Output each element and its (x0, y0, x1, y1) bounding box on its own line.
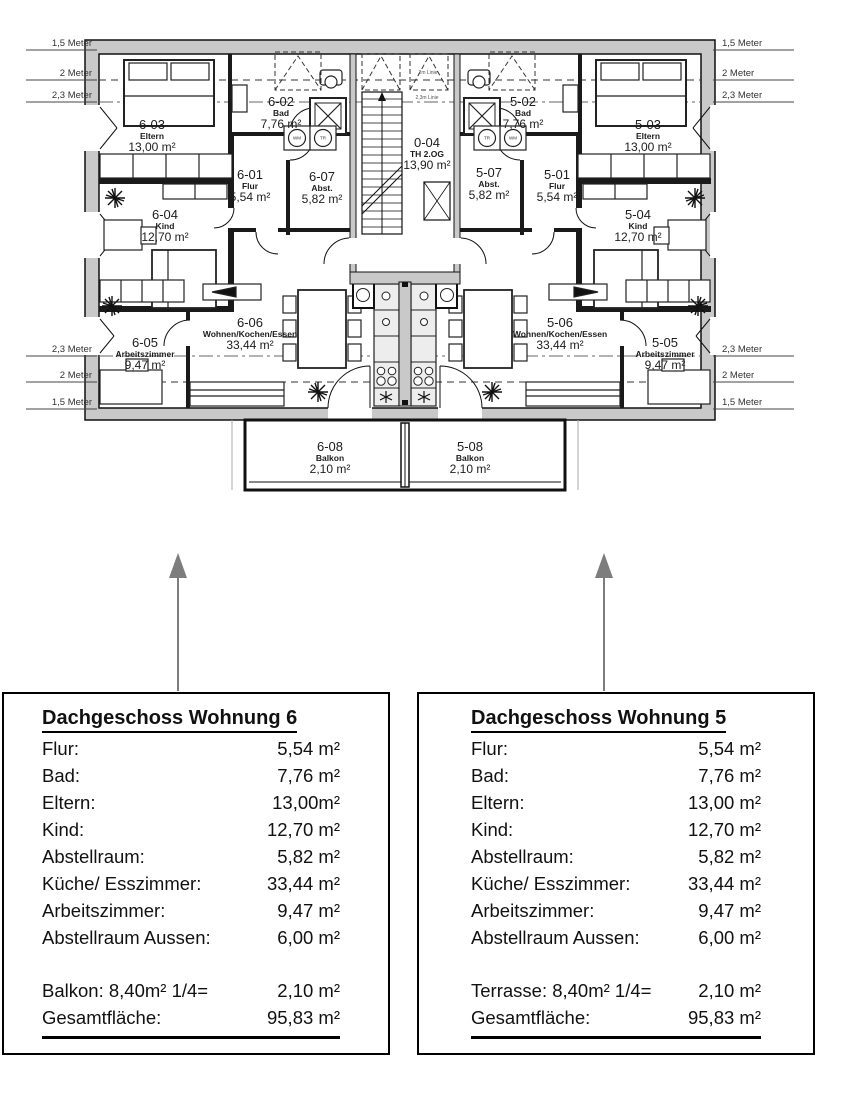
room-label-6-03: 6-03 Eltern 13,00 m² (128, 117, 176, 155)
meter-label-right-top-3: 2,3 Meter (722, 90, 763, 101)
table-row: Eltern: 13,00m² (42, 792, 340, 813)
table-row: Eltern: 13,00 m² (471, 792, 761, 813)
table-row: Arbeitszimmer: 9,47 m² (42, 900, 340, 921)
room-label-5-08: 5-08 Balkon 2,10 m² (449, 439, 491, 477)
table-row: Abstellraum Aussen: 6,00 m² (42, 927, 340, 948)
table-row: Arbeitszimmer: 9,47 m² (471, 900, 761, 921)
floor-plan-drawing (0, 0, 848, 540)
meter-label-left-top-1: 1,5 Meter (51, 38, 92, 49)
table-row: Flur: 5,54 m² (42, 738, 340, 759)
table-row-total: Gesamtfläche: 95,83 m² (42, 1007, 340, 1039)
table-row-terrasse: Terrasse: 8,40m² 1/4= 2,10 m² (471, 980, 761, 1001)
table-row: Küche/ Esszimmer: 33,44 m² (42, 873, 340, 894)
meter-label-left-bottom-2: 2 Meter (59, 370, 92, 381)
table-title: Dachgeschoss Wohnung 6 (42, 707, 297, 733)
meter-label-left-top-3: 2,3 Meter (51, 90, 92, 101)
slope-line-label-2m: 2m Linie (418, 70, 438, 76)
meter-label-left-top-2: 2 Meter (59, 68, 92, 79)
meter-label-right-bottom-2: 2 Meter (722, 370, 755, 381)
room-label-6-08: 6-08 Balkon 2,10 m² (309, 439, 351, 477)
table-row: Abstellraum: 5,82 m² (42, 846, 340, 867)
washer-label: WM (293, 135, 301, 141)
meter-label-right-top-1: 1,5 Meter (722, 38, 763, 49)
table-row: Abstellraum: 5,82 m² (471, 846, 761, 867)
table-row-balkon: Balkon: 8,40m² 1/4= 2,10 m² (42, 980, 340, 1001)
room-label-5-07: 5-07 Abst. 5,82 m² (468, 165, 510, 203)
table-row: Abstellraum Aussen: 6,00 m² (471, 927, 761, 948)
room-label-5-02: 5-02 Bad 7,76 m² (502, 94, 544, 132)
meter-label-left-bottom-3: 1,5 Meter (51, 397, 92, 408)
balcony-door (328, 366, 370, 408)
room-label-0-04: 0-04 TH 2.OG 13,90 m² (403, 135, 451, 173)
table-row: Kind: 12,70 m² (471, 819, 761, 840)
room-label-6-01: 6-01 Flur 5,54 m² (229, 167, 271, 205)
arrow-head-icon (169, 553, 187, 578)
room-label-5-04: 5-04 Kind 12,70 m² (614, 207, 662, 245)
room-label-6-02: 6-02 Bad 7,76 m² (260, 94, 302, 132)
table-row-total: Gesamtfläche: 95,83 m² (471, 1007, 761, 1039)
meter-label-right-bottom-1: 2,3 Meter (722, 344, 763, 355)
room-label-5-03: 5-03 Eltern 13,00 m² (624, 117, 672, 155)
table-title: Dachgeschoss Wohnung 5 (471, 707, 726, 733)
meter-label-left-bottom-1: 2,3 Meter (51, 344, 92, 355)
meter-label-right-bottom-3: 1,5 Meter (722, 397, 763, 408)
balcony (232, 420, 578, 490)
table-row: Bad: 7,76 m² (42, 765, 340, 786)
table-row: Kind: 12,70 m² (42, 819, 340, 840)
room-label-5-06: 5-06 Wohnen/Kochen/Essen 33,44 m² (512, 315, 608, 353)
meter-label-right-top-2: 2 Meter (722, 68, 755, 79)
up-arrow-right (595, 553, 613, 691)
room-label-5-05: 5-05 Arbeitszimmer 9,47 m² (635, 335, 695, 373)
table-row: Küche/ Esszimmer: 33,44 m² (471, 873, 761, 894)
slope-line-label-23m: 2,3m Linie (415, 95, 439, 101)
room-label-5-01: 5-01 Flur 5,54 m² (536, 167, 578, 205)
dryer-label: TR (320, 135, 326, 141)
dryer-label: TR (484, 135, 490, 141)
arrow-head-icon (595, 553, 613, 578)
washer-label: WM (509, 135, 517, 141)
room-label-6-04: 6-04 Kind 12,70 m² (141, 207, 189, 245)
table-spacer (42, 954, 340, 980)
room-label-6-07: 6-07 Abst. 5,82 m² (301, 169, 343, 207)
up-arrow-left (169, 553, 187, 691)
roof-window (275, 52, 321, 90)
wohnung-6-table (2, 692, 390, 1055)
kitchen-core-wall (399, 282, 411, 406)
room-label-6-06: 6-06 Wohnen/Kochen/Essen 33,44 m² (202, 315, 298, 353)
table-row: Flur: 5,54 m² (471, 738, 761, 759)
room-label-6-05: 6-05 Arbeitszimmer 9,47 m² (115, 335, 175, 373)
table-spacer (471, 954, 761, 980)
wohnung-5-table (417, 692, 815, 1055)
table-row: Bad: 7,76 m² (471, 765, 761, 786)
